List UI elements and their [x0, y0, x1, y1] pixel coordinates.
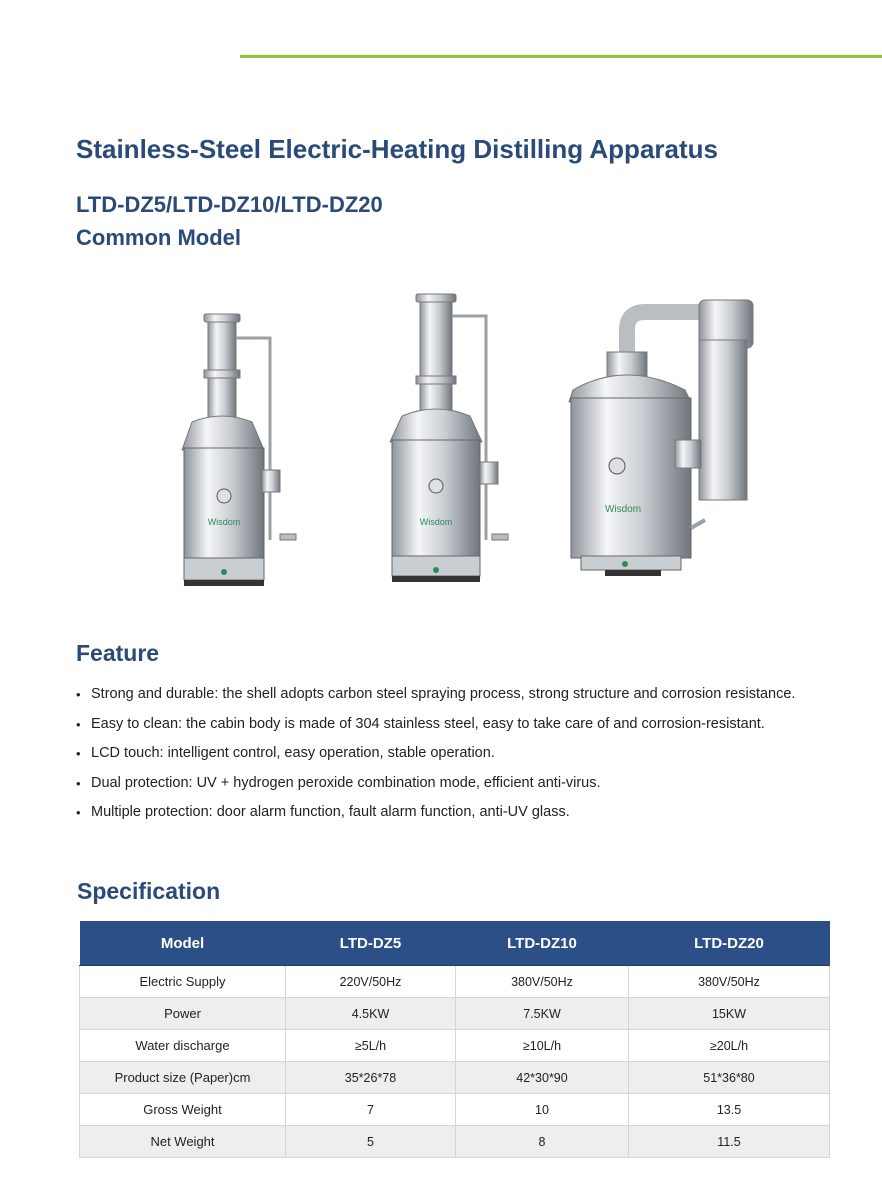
column-header: LTD-DZ10 [456, 921, 629, 966]
page-title: Stainless-Steel Electric-Heating Distilling Apparatus [76, 134, 718, 164]
table-cell: 10 [456, 1094, 629, 1126]
table-row [80, 998, 830, 1030]
product-image-ltd-dz20 [565, 290, 775, 582]
model-list: LTD-DZ5/LTD-DZ10/LTD-DZ20 [76, 192, 383, 217]
list-item: • Dual protection: UV + hydrogen peroxide combination mode, efficient anti-virus. [76, 769, 836, 799]
list-item: • LCD touch: intelligent control, easy operation, stable operation. [76, 739, 836, 769]
table-cell: 380V/50Hz [456, 966, 629, 998]
table-cell: 15KW [629, 998, 830, 1030]
table-cell: ≥10L/h [456, 1030, 629, 1062]
column-header: LTD-DZ5 [286, 921, 456, 966]
product-image-ltd-dz5 [112, 300, 312, 592]
row-label: Net Weight [80, 1126, 286, 1158]
brand-logo: Wisdom [419, 517, 453, 527]
distiller-large-illustration [565, 290, 775, 582]
table-row [80, 966, 830, 998]
model-subtitle: Common Model [76, 225, 241, 250]
table-cell: 7 [286, 1094, 456, 1126]
column-header: LTD-DZ20 [629, 921, 830, 966]
distiller-small-illustration [112, 300, 312, 592]
table-cell: 8 [456, 1126, 629, 1158]
table-cell: 42*30*90 [456, 1062, 629, 1094]
list-item: • Multiple protection: door alarm function, fault alarm function, anti-UV glass. [76, 798, 836, 828]
feature-heading: Feature [76, 640, 160, 666]
table-cell: 11.5 [629, 1126, 830, 1158]
list-item: • Easy to clean: the cabin body is made of 304 stainless steel, easy to take care of and corrosion-resistant. [76, 710, 836, 740]
row-label: Power [80, 998, 286, 1030]
table-cell: ≥5L/h [286, 1030, 456, 1062]
table-row [80, 1126, 830, 1158]
table-cell: 35*26*78 [286, 1062, 456, 1094]
feature-list [76, 680, 836, 828]
table-cell: 380V/50Hz [629, 966, 830, 998]
column-header: Model [80, 921, 286, 966]
list-item: • Strong and durable: the shell adopts carbon steel spraying process, strong structure and corrosion resistance. [76, 680, 836, 710]
table-cell: 4.5KW [286, 998, 456, 1030]
table-cell: 13.5 [629, 1094, 830, 1126]
row-label: Electric Supply [80, 966, 286, 998]
top-accent-line [240, 55, 882, 58]
table-row [80, 1094, 830, 1126]
table-cell: 220V/50Hz [286, 966, 456, 998]
table-cell: 51*36*80 [629, 1062, 830, 1094]
table-row [80, 1030, 830, 1062]
specification-heading: Specification [77, 878, 221, 904]
product-image-ltd-dz10 [318, 280, 564, 592]
row-label: Product size (Paper)cm [80, 1062, 286, 1094]
specification-table [79, 921, 830, 1158]
row-label: Water discharge [80, 1030, 286, 1062]
table-cell: 5 [286, 1126, 456, 1158]
table-cell: ≥20L/h [629, 1030, 830, 1062]
table-row [80, 1062, 830, 1094]
table-header-row [80, 921, 830, 966]
brand-logo: Wisdom [604, 504, 642, 515]
brand-logo: Wisdom [207, 517, 241, 527]
table-cell: 7.5KW [456, 998, 629, 1030]
distiller-medium-illustration [318, 280, 564, 592]
row-label: Gross Weight [80, 1094, 286, 1126]
